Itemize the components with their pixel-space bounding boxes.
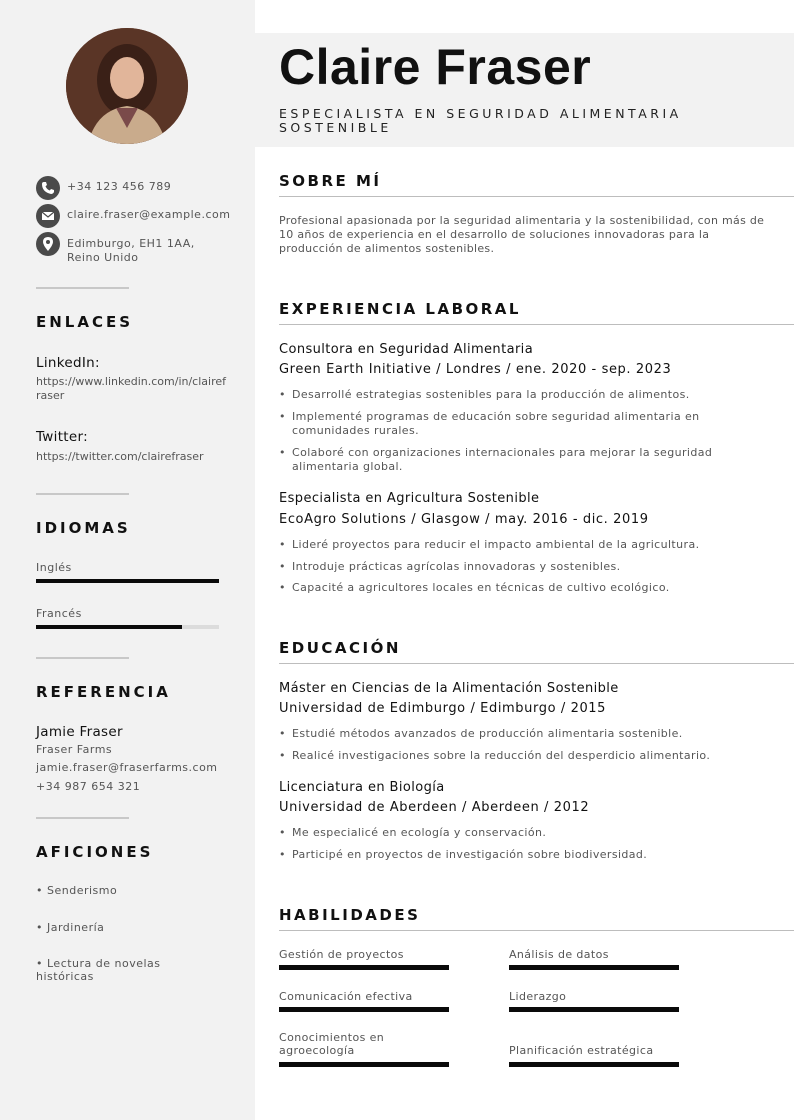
section-rule	[279, 324, 794, 325]
about-text: Profesional apasionada por la seguridad alimentaria y la sostenibilidad, con más de 10 años de experiencia en el desarrollo de soluciones innovadoras para la producción de alimentos sostenibles.	[279, 214, 765, 255]
hobbies-heading: AFICIONES	[36, 843, 154, 861]
language-level-fill	[36, 625, 182, 629]
job-bullet: • Introduje prácticas agrícolas innovadoras y sostenibles.	[279, 560, 749, 574]
degree-bullet: • Realicé investigaciones sobre la reducción del desperdicio alimentario.	[279, 749, 749, 763]
skill-level-bar	[509, 965, 679, 970]
skill-label: Liderazgo	[509, 990, 567, 1003]
avatar	[66, 28, 188, 144]
skill-label: Planificación estratégica	[509, 1044, 654, 1057]
language-level-bar	[36, 579, 219, 583]
job-position: Especialista en Agricultura Sostenible	[279, 491, 540, 506]
skill-label: Conocimientos en agroecología	[279, 1031, 385, 1057]
job-company: EcoAgro Solutions / Glasgow / may. 2016 - dic. 2019	[279, 512, 649, 527]
skill-label: Análisis de datos	[509, 948, 609, 961]
divider	[36, 287, 129, 289]
location-icon	[36, 232, 60, 256]
job-bullet: • Implementé programas de educación sobre seguridad alimentaria en comunidades rurales.	[279, 410, 749, 438]
hobby-item: • Lectura de novelas históricas	[36, 957, 161, 983]
twitter-label: Twitter:	[36, 429, 88, 445]
skill-label: Comunicación efectiva	[279, 990, 413, 1003]
skill-level-bar	[509, 1062, 679, 1067]
skill-label: Gestión de proyectos	[279, 948, 404, 961]
profile-photo	[66, 28, 188, 144]
contact-email[interactable]: claire.fraser@example.com	[67, 208, 231, 221]
job-company: Green Earth Initiative / Londres / ene. 2020 - sep. 2023	[279, 362, 672, 377]
job-title: ESPECIALISTA EN SEGURIDAD ALIMENTARIA SOSTENIBLE	[279, 106, 682, 135]
contact-address: Edimburgo, EH1 1AA, Reino Unido	[67, 237, 195, 264]
degree-title: Máster en Ciencias de la Alimentación Sostenible	[279, 681, 619, 696]
linkedin-label: LinkedIn:	[36, 355, 100, 371]
experience-heading: EXPERIENCIA LABORAL	[279, 300, 521, 318]
skill-level-bar	[279, 965, 449, 970]
hobby-item: • Jardinería	[36, 921, 105, 934]
section-rule	[279, 930, 794, 931]
language-level-fill	[36, 579, 219, 583]
candidate-name: Claire Fraser	[279, 39, 592, 95]
hobby-item: • Senderismo	[36, 884, 118, 897]
email-icon	[36, 204, 60, 228]
language-level-bar	[36, 625, 219, 629]
divider	[36, 493, 129, 495]
skill-level-bar	[509, 1007, 679, 1012]
job-bullet: • Colaboré con organizaciones internacionales para mejorar la seguridad alimentaria global.	[279, 446, 749, 474]
contact-phone[interactable]: +34 123 456 789	[67, 180, 172, 193]
skill-level-bar	[279, 1062, 449, 1067]
phone-icon	[36, 176, 60, 200]
linkedin-link[interactable]: https://www.linkedin.com/in/clairefraser	[36, 375, 226, 402]
job-bullet: • Desarrollé estrategias sostenibles para la producción de alimentos.	[279, 388, 749, 402]
degree-institution: Universidad de Aberdeen / Aberdeen / 2012	[279, 800, 590, 815]
degree-bullet: • Estudié métodos avanzados de producción alimentaria sostenible.	[279, 727, 749, 741]
divider	[36, 657, 129, 659]
degree-bullet: • Me especialicé en ecología y conservación.	[279, 826, 749, 840]
reference-name: Jamie Fraser	[36, 724, 123, 740]
twitter-link[interactable]: https://twitter.com/clairefraser	[36, 450, 204, 463]
skill-level-bar	[279, 1007, 449, 1012]
language-label: Inglés	[36, 561, 72, 574]
education-heading: EDUCACIÓN	[279, 639, 401, 657]
job-position: Consultora en Seguridad Alimentaria	[279, 342, 534, 357]
reference-email[interactable]: jamie.fraser@fraserfarms.com	[36, 761, 218, 774]
languages-heading: IDIOMAS	[36, 519, 131, 537]
language-label: Francés	[36, 607, 82, 620]
sidebar	[0, 0, 255, 1120]
reference-heading: REFERENCIA	[36, 683, 171, 701]
job-bullet: • Capacité a agricultores locales en técnicas de cultivo ecológico.	[279, 581, 749, 595]
degree-bullet: • Participé en proyectos de investigación sobre biodiversidad.	[279, 848, 749, 862]
degree-title: Licenciatura en Biología	[279, 780, 445, 795]
job-bullet: • Lideré proyectos para reducir el impacto ambiental de la agricultura.	[279, 538, 749, 552]
skills-heading: HABILIDADES	[279, 906, 421, 924]
section-rule	[279, 663, 794, 664]
divider	[36, 817, 129, 819]
about-heading: SOBRE MÍ	[279, 172, 382, 190]
reference-company: Fraser Farms	[36, 743, 113, 756]
degree-institution: Universidad de Edimburgo / Edimburgo / 2015	[279, 701, 607, 716]
reference-phone[interactable]: +34 987 654 321	[36, 780, 141, 793]
links-heading: ENLACES	[36, 313, 134, 331]
section-rule	[279, 196, 794, 197]
